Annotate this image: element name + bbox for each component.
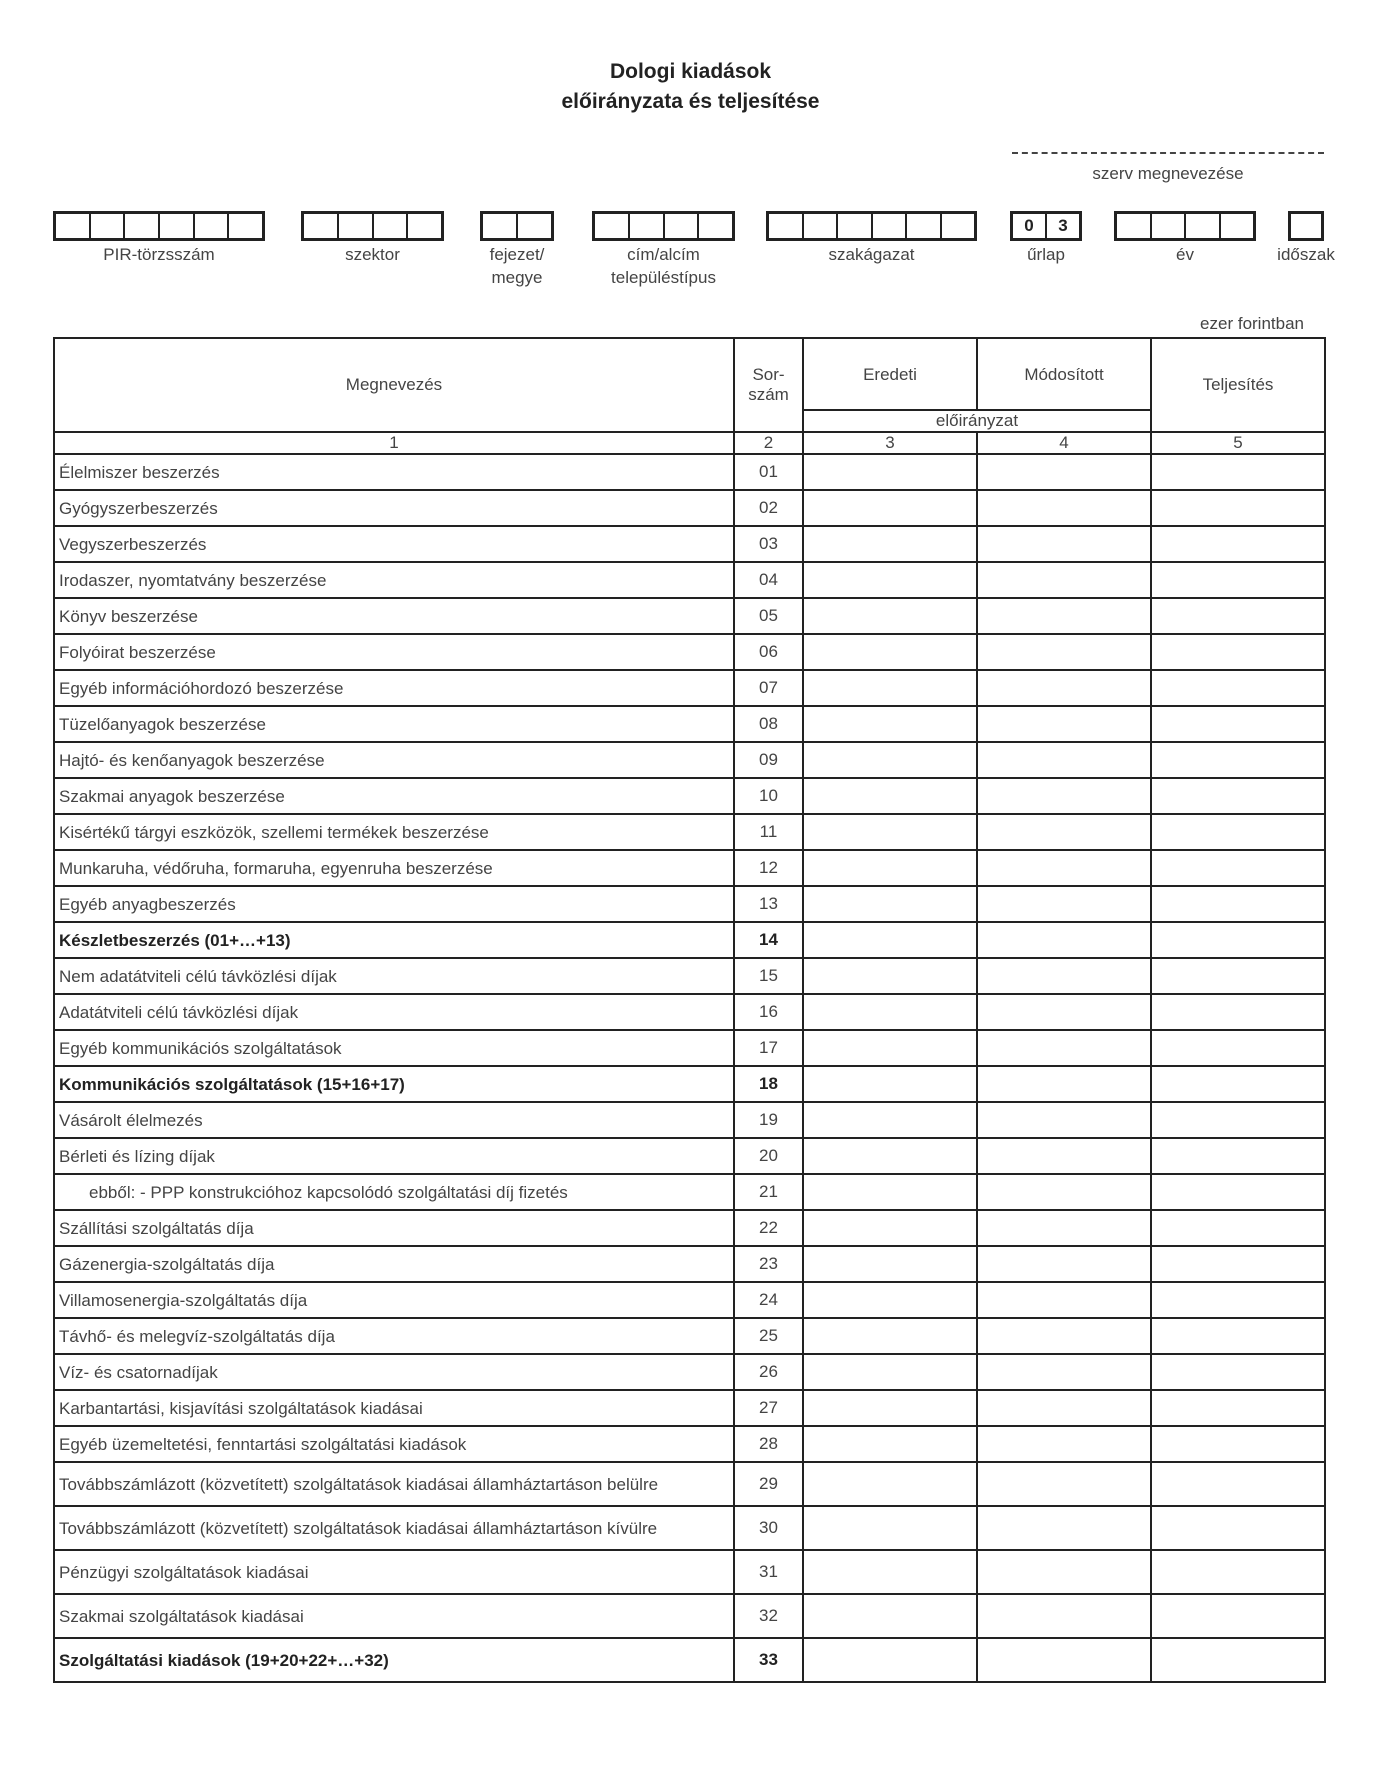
teljesites-cell[interactable] xyxy=(1151,922,1325,958)
eredeti-cell[interactable] xyxy=(803,1638,977,1682)
row-number: 01 xyxy=(734,454,803,490)
row-number: 22 xyxy=(734,1210,803,1246)
table-row xyxy=(54,1174,1325,1210)
table-row xyxy=(54,958,1325,994)
row-number: 19 xyxy=(734,1102,803,1138)
table-row xyxy=(54,670,1325,706)
modositott-cell[interactable] xyxy=(977,1426,1151,1462)
row-number: 15 xyxy=(734,958,803,994)
period-label: időszak xyxy=(1277,245,1335,264)
modositott-cell[interactable] xyxy=(977,1462,1151,1506)
table-row xyxy=(54,1594,1325,1638)
modositott-cell[interactable] xyxy=(977,1066,1151,1102)
year-boxes[interactable] xyxy=(1114,211,1256,241)
row-number: 05 xyxy=(734,598,803,634)
row-label: Egyéb információhordozó beszerzése xyxy=(54,670,734,706)
teljesites-cell[interactable] xyxy=(1151,1174,1325,1210)
form-code-digit-1: 0 xyxy=(1013,214,1047,238)
modositott-cell[interactable] xyxy=(977,778,1151,814)
org-name-label: szerv megnevezése xyxy=(1092,164,1244,183)
table-row xyxy=(54,1462,1325,1506)
modositott-cell[interactable] xyxy=(977,454,1151,490)
row-number: 10 xyxy=(734,778,803,814)
teljesites-cell[interactable] xyxy=(1151,958,1325,994)
teljesites-cell[interactable] xyxy=(1151,778,1325,814)
org-name-line[interactable] xyxy=(1012,152,1324,154)
teljesites-cell[interactable] xyxy=(1151,1390,1325,1426)
row-label: Továbbszámlázott (közvetített) szolgáltatások kiadásai államháztartáson kívülre xyxy=(54,1506,734,1550)
modositott-cell[interactable] xyxy=(977,562,1151,598)
row-label: Munkaruha, védőruha, formaruha, egyenruha beszerzése xyxy=(54,850,734,886)
header-eredeti: Eredeti xyxy=(803,338,977,410)
row-label: Kommunikációs szolgáltatások (15+16+17) xyxy=(54,1066,734,1102)
eredeti-cell[interactable] xyxy=(803,922,977,958)
teljesites-cell[interactable] xyxy=(1151,1246,1325,1282)
row-number: 31 xyxy=(734,1550,803,1594)
table-row xyxy=(54,1030,1325,1066)
teljesites-cell[interactable] xyxy=(1151,1594,1325,1638)
teljesites-cell[interactable] xyxy=(1151,814,1325,850)
table-row xyxy=(54,706,1325,742)
modositott-cell[interactable] xyxy=(977,706,1151,742)
col-number: 2 xyxy=(734,432,803,454)
table-row xyxy=(54,490,1325,526)
table-row xyxy=(54,742,1325,778)
eredeti-cell[interactable] xyxy=(803,1318,977,1354)
modositott-cell[interactable] xyxy=(977,1030,1151,1066)
row-label: Szolgáltatási kiadások (19+20+22+…+32) xyxy=(54,1638,734,1682)
table-row xyxy=(54,1638,1325,1682)
teljesites-cell[interactable] xyxy=(1151,598,1325,634)
eredeti-cell[interactable] xyxy=(803,598,977,634)
eredeti-cell[interactable] xyxy=(803,1550,977,1594)
modositott-cell[interactable] xyxy=(977,1354,1151,1390)
table-row xyxy=(54,1550,1325,1594)
form-code-boxes xyxy=(1010,211,1082,241)
row-label: Gázenergia-szolgáltatás díja xyxy=(54,1246,734,1282)
pir-number-boxes[interactable] xyxy=(53,211,265,241)
table-row xyxy=(54,1506,1325,1550)
row-label: Folyóirat beszerzése xyxy=(54,634,734,670)
row-number: 27 xyxy=(734,1390,803,1426)
modositott-cell[interactable] xyxy=(977,1246,1151,1282)
row-label: ebből: - PPP konstrukcióhoz kapcsolódó szolgáltatási díj fizetés xyxy=(54,1174,734,1210)
row-number: 24 xyxy=(734,1282,803,1318)
teljesites-cell[interactable] xyxy=(1151,454,1325,490)
title-code-label: cím/alcím településtípus xyxy=(611,245,716,287)
eredeti-cell[interactable] xyxy=(803,1030,977,1066)
eredeti-cell[interactable] xyxy=(803,958,977,994)
eredeti-cell[interactable] xyxy=(803,490,977,526)
row-number: 23 xyxy=(734,1246,803,1282)
row-number: 25 xyxy=(734,1318,803,1354)
modositott-cell[interactable] xyxy=(977,958,1151,994)
modositott-cell[interactable] xyxy=(977,742,1151,778)
eredeti-cell[interactable] xyxy=(803,886,977,922)
row-number: 13 xyxy=(734,886,803,922)
row-label: Villamosenergia-szolgáltatás díja xyxy=(54,1282,734,1318)
teljesites-cell[interactable] xyxy=(1151,634,1325,670)
row-number: 20 xyxy=(734,1138,803,1174)
table-row xyxy=(54,1318,1325,1354)
eredeti-cell[interactable] xyxy=(803,994,977,1030)
row-label: Hajtó- és kenőanyagok beszerzése xyxy=(54,742,734,778)
modositott-cell[interactable] xyxy=(977,598,1151,634)
eredeti-cell[interactable] xyxy=(803,1102,977,1138)
eredeti-cell[interactable] xyxy=(803,1138,977,1174)
table-row xyxy=(54,562,1325,598)
row-label: Továbbszámlázott (közvetített) szolgáltatások kiadásai államháztartáson belülre xyxy=(54,1462,734,1506)
table-row xyxy=(54,1354,1325,1390)
title-code-boxes[interactable] xyxy=(592,211,735,241)
table-row xyxy=(54,994,1325,1030)
modositott-cell[interactable] xyxy=(977,526,1151,562)
modositott-cell[interactable] xyxy=(977,634,1151,670)
modositott-cell[interactable] xyxy=(977,1506,1151,1550)
form-code-digit-2: 3 xyxy=(1058,216,1068,235)
row-label: Nem adatátviteli célú távközlési díjak xyxy=(54,958,734,994)
form-label: űrlap xyxy=(1027,245,1065,264)
modositott-cell[interactable] xyxy=(977,670,1151,706)
row-label: Víz- és csatornadíjak xyxy=(54,1354,734,1390)
eredeti-cell[interactable] xyxy=(803,1246,977,1282)
modositott-cell[interactable] xyxy=(977,850,1151,886)
modositott-cell[interactable] xyxy=(977,886,1151,922)
modositott-cell[interactable] xyxy=(977,1174,1151,1210)
modositott-cell[interactable] xyxy=(977,1102,1151,1138)
teljesites-cell[interactable] xyxy=(1151,1282,1325,1318)
table-row xyxy=(54,922,1325,958)
form-title-line2: előirányzata és teljesítése xyxy=(561,90,820,113)
teljesites-cell[interactable] xyxy=(1151,1210,1325,1246)
row-number: 11 xyxy=(734,814,803,850)
table-row xyxy=(54,1282,1325,1318)
row-number: 09 xyxy=(734,742,803,778)
eredeti-cell[interactable] xyxy=(803,562,977,598)
header-sorszam: Sor- szám xyxy=(734,338,803,432)
eredeti-cell[interactable] xyxy=(803,814,977,850)
modositott-cell[interactable] xyxy=(977,1210,1151,1246)
row-label: Adatátviteli célú távközlési díjak xyxy=(54,994,734,1030)
teljesites-cell[interactable] xyxy=(1151,886,1325,922)
table-row xyxy=(54,454,1325,490)
eredeti-cell[interactable] xyxy=(803,634,977,670)
teljesites-cell[interactable] xyxy=(1151,1354,1325,1390)
row-label: Kisértékű tárgyi eszközök, szellemi termékek beszerzése xyxy=(54,814,734,850)
row-label: Szállítási szolgáltatás díja xyxy=(54,1210,734,1246)
col-number: 5 xyxy=(1151,432,1325,454)
sector-boxes[interactable] xyxy=(301,211,444,241)
eredeti-cell[interactable] xyxy=(803,1354,977,1390)
header-modositott: Módosított xyxy=(977,338,1151,410)
col-number: 3 xyxy=(803,432,977,454)
modositott-cell[interactable] xyxy=(977,1390,1151,1426)
row-number: 18 xyxy=(734,1066,803,1102)
row-number: 08 xyxy=(734,706,803,742)
table-row xyxy=(54,850,1325,886)
eredeti-cell[interactable] xyxy=(803,1462,977,1506)
row-label: Szakmai anyagok beszerzése xyxy=(54,778,734,814)
unit-label: ezer forintban xyxy=(1200,314,1304,333)
table-row xyxy=(54,886,1325,922)
row-number: 02 xyxy=(734,490,803,526)
modositott-cell[interactable] xyxy=(977,994,1151,1030)
row-number: 16 xyxy=(734,994,803,1030)
eredeti-cell[interactable] xyxy=(803,706,977,742)
teljesites-cell[interactable] xyxy=(1151,1318,1325,1354)
teljesites-cell[interactable] xyxy=(1151,706,1325,742)
eredeti-cell[interactable] xyxy=(803,742,977,778)
teljesites-cell[interactable] xyxy=(1151,1462,1325,1506)
row-label: Gyógyszerbeszerzés xyxy=(54,490,734,526)
table-row xyxy=(54,1066,1325,1102)
modositott-cell[interactable] xyxy=(977,922,1151,958)
modositott-cell[interactable] xyxy=(977,1138,1151,1174)
teljesites-cell[interactable] xyxy=(1151,1550,1325,1594)
eredeti-cell[interactable] xyxy=(803,1282,977,1318)
row-label: Bérleti és lízing díjak xyxy=(54,1138,734,1174)
row-number: 06 xyxy=(734,634,803,670)
eredeti-cell[interactable] xyxy=(803,1066,977,1102)
teljesites-cell[interactable] xyxy=(1151,1102,1325,1138)
eredeti-cell[interactable] xyxy=(803,1426,977,1462)
row-number: 04 xyxy=(734,562,803,598)
row-label: Vegyszerbeszerzés xyxy=(54,526,734,562)
header-megnevezes: Megnevezés xyxy=(54,338,734,432)
table-row xyxy=(54,778,1325,814)
teljesites-cell[interactable] xyxy=(1151,1638,1325,1682)
table-row xyxy=(54,1102,1325,1138)
sector-label: szektor xyxy=(345,245,400,264)
teljesites-cell[interactable] xyxy=(1151,742,1325,778)
teljesites-cell[interactable] xyxy=(1151,994,1325,1030)
row-label: Könyv beszerzése xyxy=(54,598,734,634)
table-row xyxy=(54,814,1325,850)
row-number: 33 xyxy=(734,1638,803,1682)
row-number: 21 xyxy=(734,1174,803,1210)
eredeti-cell[interactable] xyxy=(803,1390,977,1426)
row-number: 17 xyxy=(734,1030,803,1066)
table-row xyxy=(54,1246,1325,1282)
pir-label: PIR-törzsszám xyxy=(103,245,215,264)
row-number: 28 xyxy=(734,1426,803,1462)
expense-table xyxy=(53,337,1326,1683)
teljesites-cell[interactable] xyxy=(1151,850,1325,886)
row-number: 32 xyxy=(734,1594,803,1638)
period-box[interactable] xyxy=(1288,211,1324,241)
table-row xyxy=(54,598,1325,634)
eredeti-cell[interactable] xyxy=(803,526,977,562)
modositott-cell[interactable] xyxy=(977,490,1151,526)
header-eloiranyzat: előirányzat xyxy=(803,410,1151,432)
form-title-line1: Dologi kiadások xyxy=(609,60,772,83)
row-label: Szakmai szolgáltatások kiadásai xyxy=(54,1594,734,1638)
industry-code-boxes[interactable] xyxy=(766,211,977,241)
modositott-cell[interactable] xyxy=(977,814,1151,850)
row-label: Távhő- és melegvíz-szolgáltatás díja xyxy=(54,1318,734,1354)
row-label: Karbantartási, kisjavítási szolgáltatások kiadásai xyxy=(54,1390,734,1426)
teljesites-cell[interactable] xyxy=(1151,1426,1325,1462)
row-number: 12 xyxy=(734,850,803,886)
teljesites-cell[interactable] xyxy=(1151,670,1325,706)
table-row xyxy=(54,1210,1325,1246)
teljesites-cell[interactable] xyxy=(1151,1506,1325,1550)
row-number: 03 xyxy=(734,526,803,562)
row-number: 07 xyxy=(734,670,803,706)
industry-label: szakágazat xyxy=(828,245,915,264)
table-row xyxy=(54,1426,1325,1462)
row-number: 14 xyxy=(734,922,803,958)
table-row xyxy=(54,634,1325,670)
row-number: 30 xyxy=(734,1506,803,1550)
modositott-cell[interactable] xyxy=(977,1638,1151,1682)
row-number: 29 xyxy=(734,1462,803,1506)
eredeti-cell[interactable] xyxy=(803,1594,977,1638)
year-label: év xyxy=(1176,245,1194,264)
row-label: Egyéb anyagbeszerzés xyxy=(54,886,734,922)
eredeti-cell[interactable] xyxy=(803,670,977,706)
modositott-cell[interactable] xyxy=(977,1594,1151,1638)
teljesites-cell[interactable] xyxy=(1151,490,1325,526)
chapter-label: fejezet/ megye xyxy=(489,245,545,287)
header-teljesites: Teljesítés xyxy=(1151,338,1325,432)
row-label: Pénzügyi szolgáltatások kiadásai xyxy=(54,1550,734,1594)
row-label: Élelmiszer beszerzés xyxy=(54,454,734,490)
col-number: 1 xyxy=(54,432,734,454)
eredeti-cell[interactable] xyxy=(803,1506,977,1550)
row-label: Egyéb üzemeltetési, fenntartási szolgáltatási kiadások xyxy=(54,1426,734,1462)
table-row xyxy=(54,526,1325,562)
row-label: Tüzelőanyagok beszerzése xyxy=(54,706,734,742)
teljesites-cell[interactable] xyxy=(1151,1066,1325,1102)
row-label: Vásárolt élelmezés xyxy=(54,1102,734,1138)
eredeti-cell[interactable] xyxy=(803,454,977,490)
col-number: 4 xyxy=(977,432,1151,454)
modositott-cell[interactable] xyxy=(977,1550,1151,1594)
row-label: Készletbeszerzés (01+…+13) xyxy=(54,922,734,958)
modositott-cell[interactable] xyxy=(977,1318,1151,1354)
table-row xyxy=(54,1138,1325,1174)
eredeti-cell[interactable] xyxy=(803,1210,977,1246)
eredeti-cell[interactable] xyxy=(803,850,977,886)
table-row xyxy=(54,1390,1325,1426)
eredeti-cell[interactable] xyxy=(803,778,977,814)
chapter-boxes[interactable] xyxy=(480,211,554,241)
eredeti-cell[interactable] xyxy=(803,1174,977,1210)
row-label: Irodaszer, nyomtatvány beszerzése xyxy=(54,562,734,598)
modositott-cell[interactable] xyxy=(977,1282,1151,1318)
teljesites-cell[interactable] xyxy=(1151,526,1325,562)
row-number: 26 xyxy=(734,1354,803,1390)
teljesites-cell[interactable] xyxy=(1151,1030,1325,1066)
row-label: Egyéb kommunikációs szolgáltatások xyxy=(54,1030,734,1066)
teljesites-cell[interactable] xyxy=(1151,562,1325,598)
teljesites-cell[interactable] xyxy=(1151,1138,1325,1174)
